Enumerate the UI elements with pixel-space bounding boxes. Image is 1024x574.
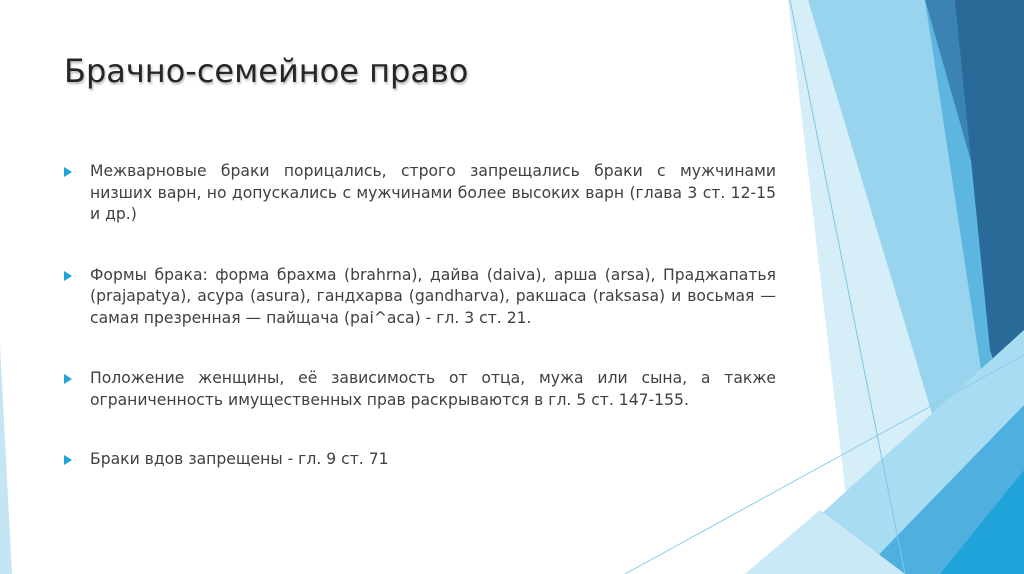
bullet-text: Положение женщины, её зависимость от отца, мужа или сына, а также ограниченность имущественных прав раскрываются в гл. 5 ст. 147-155. — [90, 369, 776, 409]
triangle-bullet-icon — [64, 271, 72, 281]
bullet-text: Межварновые браки порицались, строго запрещались браки с мужчинами низших варн, но допускались с мужчинами более высоких варн (глава 3 ст. 12-15 и др.) — [90, 162, 776, 223]
slide-title: Брачно-семейное право — [64, 52, 469, 90]
list-item — [64, 161, 776, 226]
list-item — [64, 368, 776, 411]
triangle-bullet-icon — [64, 374, 72, 384]
triangle-bullet-icon — [64, 167, 72, 177]
bullet-list — [64, 161, 776, 471]
list-item — [64, 265, 776, 330]
bullet-text: Браки вдов запрещены - гл. 9 ст. 71 — [90, 450, 389, 468]
list-item — [64, 449, 776, 471]
bullet-text: Формы брака: форма брахма (brahrna), дайва (daiva), арша (arsa), Праджапатья (prajapatya), асура (asura), гандхарва (gandharva), ракшаса (raksasa) и восьмая — самая презренная — пайщача (pai^aca) - гл. 3 ст. 21. — [90, 265, 776, 327]
triangle-bullet-icon — [64, 455, 72, 465]
left-accent-strip — [0, 345, 12, 574]
